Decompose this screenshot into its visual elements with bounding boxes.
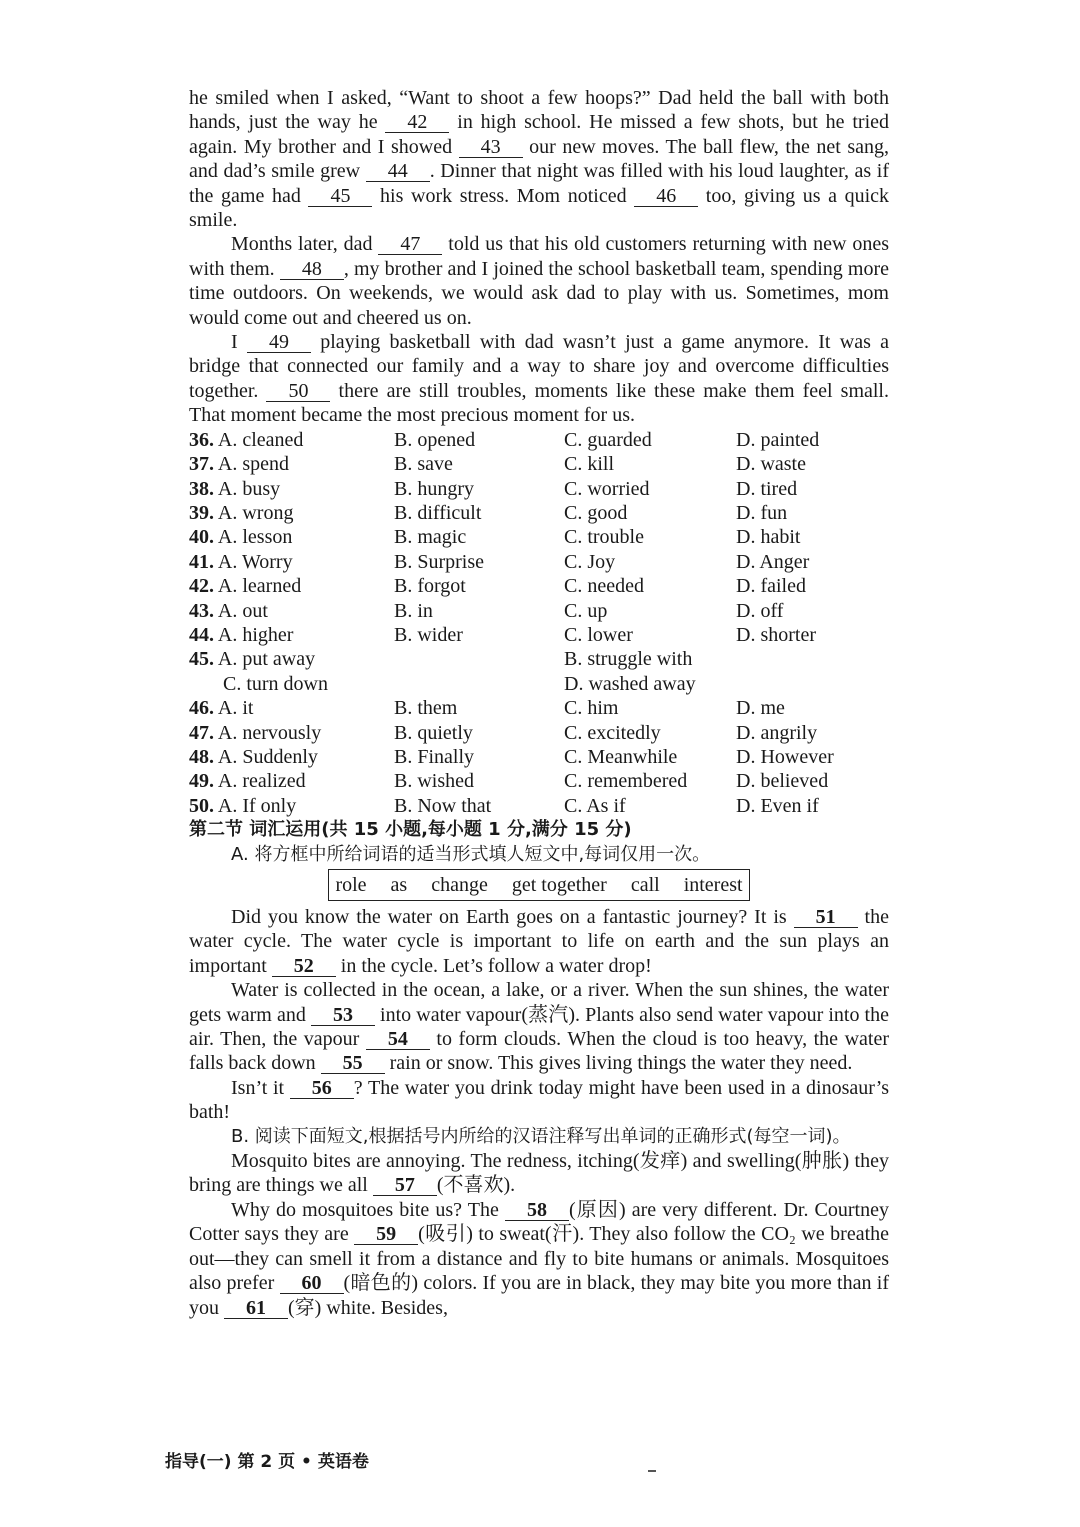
blank-61[interactable]: 61	[224, 1298, 288, 1319]
blank-57[interactable]: 57	[373, 1175, 437, 1196]
part-a-paragraph-2: Water is collected in the ocean, a lake, or a river. When the sun shines, the water gets warm and 53 into water vapour(蒸汽). Plants also send water vapour into the air. Then, the vapour 54 to form clouds. When the cloud is too heavy, the water falls back down 55 rain or snow. This gives living things the water they need.	[189, 979, 890, 1075]
blank-45[interactable]: 45	[308, 186, 372, 207]
option-b[interactable]: B. them	[394, 697, 458, 720]
question-row	[189, 794, 889, 818]
question-row	[189, 428, 889, 452]
passage-paragraph-1: he smiled when I asked, “Want to shoot a few hoops?” Dad held the ball with both hands, just the way he 42 in high school. He missed a few shots, but he tried again. My brother and I showed 43 our new moves. The ball flew, the net sang, and dad’s smile grew 44 . Dinner that night was filled with his loud laughter, as if the game had 45 his work stress. Mom noticed 46 too, giving us a quick smile.	[189, 87, 890, 232]
option-a[interactable]: 40. A. lesson	[189, 526, 293, 549]
option-c[interactable]: C. good	[564, 501, 628, 524]
word-item: change	[431, 874, 488, 896]
option-c[interactable]: C. worried	[564, 477, 650, 500]
question-row	[189, 525, 889, 549]
part-b-paragraph-2: Why do mosquitoes bite us? The 58 (原因) are very different. Dr. Courtney Cotter says they are 59 (吸引) to sweat(汗). They also follow the CO₂ we breathe out—they can smell it from a distance and fly to bite humans or animals. Mosquitoes also prefer 60 (暗色的) colors. If you are in black, they may bite you more than if you 61 (穿) white. Besides,	[189, 1198, 890, 1319]
option-b[interactable]: B. forgot	[394, 575, 466, 598]
word-item: call	[630, 874, 660, 896]
question-row	[189, 696, 889, 720]
passage-paragraph-2: Months later, dad 47 told us that his old customers returning with new ones with them. 48 , my brother and I joined the school basketball team, spending more time outdoors. On weekends, we would ask dad to play with us. Sometimes, mom would come out and cheered us on.	[189, 233, 890, 329]
option-d[interactable]: D. Anger	[736, 550, 810, 573]
question-row-45-cont	[189, 672, 889, 696]
scan-mark	[648, 1470, 656, 1472]
option-a[interactable]: 48. A. Suddenly	[189, 745, 318, 768]
page-footer: 指导(一) 第 2 页 • 英语卷	[165, 1452, 369, 1472]
option-d[interactable]: D. tired	[736, 477, 798, 500]
option-b[interactable]: B. wider	[394, 623, 463, 646]
option-b[interactable]: B. quietly	[394, 721, 473, 744]
blank-56[interactable]: 56	[290, 1078, 354, 1099]
option-c[interactable]: C. Joy	[564, 550, 616, 573]
word-item: as	[390, 874, 408, 896]
blank-52[interactable]: 52	[272, 956, 336, 977]
option-c[interactable]: C. lower	[564, 623, 633, 646]
option-b[interactable]: B. save	[394, 453, 453, 476]
word-item: interest	[683, 874, 743, 896]
option-b[interactable]: B. Surprise	[394, 550, 484, 573]
options-table	[189, 428, 889, 819]
blank-47[interactable]: 47	[378, 234, 442, 255]
option-a[interactable]: 39. A. wrong	[189, 501, 294, 524]
option-a[interactable]: 36. A. cleaned	[189, 428, 304, 451]
question-row	[189, 623, 889, 647]
question-row	[189, 721, 889, 745]
option-c[interactable]: C. turn down	[223, 672, 328, 695]
option-c[interactable]: C. guarded	[564, 428, 652, 451]
blank-60[interactable]: 60	[280, 1273, 344, 1294]
option-d[interactable]: D. me	[736, 697, 785, 720]
question-row	[189, 769, 889, 793]
blank-44[interactable]: 44	[366, 161, 430, 182]
option-d[interactable]: D. fun	[736, 501, 788, 524]
option-c[interactable]: C. Meanwhile	[564, 745, 678, 768]
option-b[interactable]: B. difficult	[394, 501, 482, 524]
option-a[interactable]: 37. A. spend	[189, 453, 290, 476]
question-row	[189, 452, 889, 476]
option-a[interactable]: 49. A. realized	[189, 770, 306, 793]
blank-58[interactable]: 58	[505, 1200, 569, 1221]
part-a-paragraph-1: Did you know the water on Earth goes on a fantastic journey? It is 51 the water cycle. The water cycle is important to life on earth and the sun plays an important 52 in the cycle. Let’s follow a water drop!	[189, 906, 889, 977]
word-item: role	[335, 874, 367, 896]
question-row	[189, 501, 889, 525]
option-a[interactable]: 38. A. busy	[189, 477, 281, 500]
option-a[interactable]: 46. A. it	[189, 697, 254, 720]
option-d[interactable]: D. off	[736, 599, 784, 622]
option-b[interactable]: B. struggle with	[564, 648, 693, 671]
option-c[interactable]: C. trouble	[564, 526, 644, 549]
option-b[interactable]: B. Now that	[394, 794, 492, 817]
option-b[interactable]: B. in	[394, 599, 433, 622]
option-d[interactable]: D. However	[736, 745, 834, 768]
option-c[interactable]: C. needed	[564, 575, 644, 598]
blank-49[interactable]: 49	[247, 332, 311, 353]
blank-54[interactable]: 54	[366, 1029, 430, 1050]
part-b-instruction: B. 阅读下面短文,根据括号内所给的汉语注释写出单词的正确形式(每空一词)。	[231, 1125, 851, 1147]
blank-48[interactable]: 48	[280, 259, 344, 280]
blank-46[interactable]: 46	[634, 186, 698, 207]
blank-51[interactable]: 51	[794, 907, 858, 928]
option-c[interactable]: C. up	[564, 599, 608, 622]
passage-paragraph-3: I 49 playing basketball with dad wasn’t just a game anymore. It was a bridge that connected our family and a way to share joy and overcome difficulties together. 50 there are still troubles, moments like these make them feel small. That moment became the most precious moment for us.	[189, 331, 890, 427]
exam-page	[189, 86, 889, 1320]
question-row	[189, 745, 889, 769]
option-d[interactable]: D. waste	[736, 453, 806, 476]
option-b[interactable]: B. wished	[394, 770, 474, 793]
section-2-title: 第二节 词汇运用(共 15 小题,每小题 1 分,满分 15 分)	[189, 819, 632, 841]
option-a[interactable]: 42. A. learned	[189, 575, 302, 598]
question-row-45	[189, 647, 889, 671]
option-d[interactable]: D. angrily	[736, 721, 818, 744]
option-b[interactable]: B. opened	[394, 428, 476, 451]
option-a[interactable]: 44. A. higher	[189, 623, 294, 646]
option-d[interactable]: D. shorter	[736, 623, 816, 646]
question-row	[189, 477, 889, 501]
question-row	[189, 574, 889, 598]
blank-55[interactable]: 55	[321, 1053, 385, 1074]
option-c[interactable]: C. him	[564, 697, 619, 720]
option-a[interactable]: 50. A. If only	[189, 794, 297, 817]
blank-53[interactable]: 53	[311, 1005, 375, 1026]
part-a-paragraph-3: Isn’t it 56 ? The water you drink today might have been used in a dinosaur’s bath!	[189, 1076, 889, 1124]
option-c[interactable]: C. As if	[564, 794, 626, 817]
word-bank	[189, 869, 889, 901]
option-a[interactable]: 43. A. out	[189, 599, 268, 622]
blank-43[interactable]: 43	[459, 137, 523, 158]
part-a-instruction: A. 将方框中所给词语的适当形式填人短文中,每词仅用一次。	[231, 843, 711, 865]
blank-50[interactable]: 50	[266, 381, 330, 402]
option-a[interactable]: 41. A. Worry	[189, 550, 293, 573]
option-c[interactable]: C. remembered	[564, 770, 688, 793]
option-c[interactable]: C. excitedly	[564, 721, 661, 744]
option-d[interactable]: D. painted	[736, 428, 820, 451]
option-d[interactable]: D. believed	[736, 770, 829, 793]
option-d[interactable]: D. washed away	[564, 672, 696, 695]
option-b[interactable]: B. Finally	[394, 745, 475, 768]
word-item: get together	[511, 874, 607, 896]
option-b[interactable]: B. magic	[394, 526, 467, 549]
option-a[interactable]: 47. A. nervously	[189, 721, 322, 744]
blank-42[interactable]: 42	[385, 112, 449, 133]
option-d[interactable]: D. habit	[736, 526, 801, 549]
option-a[interactable]: 45. A. put away	[189, 648, 316, 671]
option-d[interactable]: D. Even if	[736, 794, 819, 817]
option-b[interactable]: B. hungry	[394, 477, 474, 500]
question-row	[189, 550, 889, 574]
option-d[interactable]: D. failed	[736, 575, 806, 598]
question-row	[189, 599, 889, 623]
part-b-paragraph-1: Mosquito bites are annoying. The redness, itching(发痒) and swelling(肿胀) they bring are things we all 57 (不喜欢).	[189, 1150, 889, 1197]
option-c[interactable]: C. kill	[564, 453, 615, 476]
blank-59[interactable]: 59	[354, 1224, 418, 1245]
